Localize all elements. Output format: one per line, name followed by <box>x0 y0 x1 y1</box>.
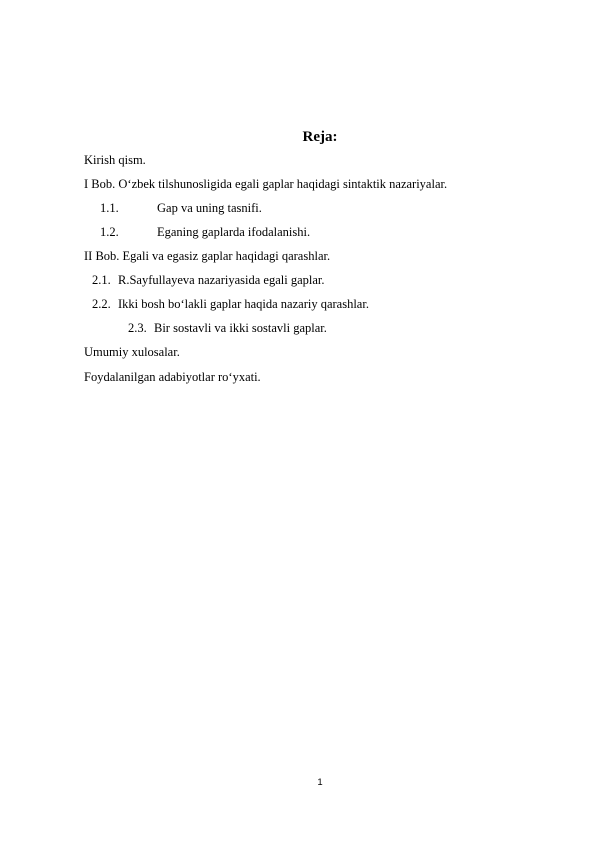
page-number: 1 <box>317 777 323 788</box>
toc-item-2-1 <box>92 272 325 288</box>
toc-item-number: 1.1. <box>100 201 119 215</box>
toc-item-2-3 <box>128 320 327 336</box>
toc-intro: Kirish qism. <box>84 153 146 167</box>
toc-item-text: Ikki bosh bo‘lakli gaplar haqida nazariy qarashlar. <box>118 297 369 311</box>
toc-item-2-2 <box>92 296 369 312</box>
toc-item-text: R.Sayfullayeva nazariyasida egali gaplar. <box>118 273 325 287</box>
toc-chapter-2: II Bob. Egali va egasiz gaplar haqidagi qarashlar. <box>84 249 331 263</box>
toc-item-1-1 <box>100 200 262 216</box>
toc-item-number: 1.2. <box>100 225 119 239</box>
toc-item-number: 2.1. <box>92 273 111 287</box>
page-title: Reja: <box>302 129 338 145</box>
toc-item-number: 2.3. <box>128 321 147 335</box>
toc-item-text: Gap va uning tasnifi. <box>157 201 262 215</box>
toc-item-text: Bir sostavli va ikki sostavli gaplar. <box>154 321 327 335</box>
toc-references: Foydalanilgan adabiyotlar ro‘yxati. <box>84 370 261 384</box>
toc-item-1-2 <box>100 224 310 240</box>
toc-item-text: Eganing gaplarda ifodalanishi. <box>157 225 311 239</box>
toc-chapter-1: I Bob. O‘zbek tilshunosligida egali gaplar haqidagi sintaktik nazariyalar. <box>84 177 448 191</box>
toc-conclusion: Umumiy xulosalar. <box>84 345 180 359</box>
toc-item-number: 2.2. <box>92 297 111 311</box>
